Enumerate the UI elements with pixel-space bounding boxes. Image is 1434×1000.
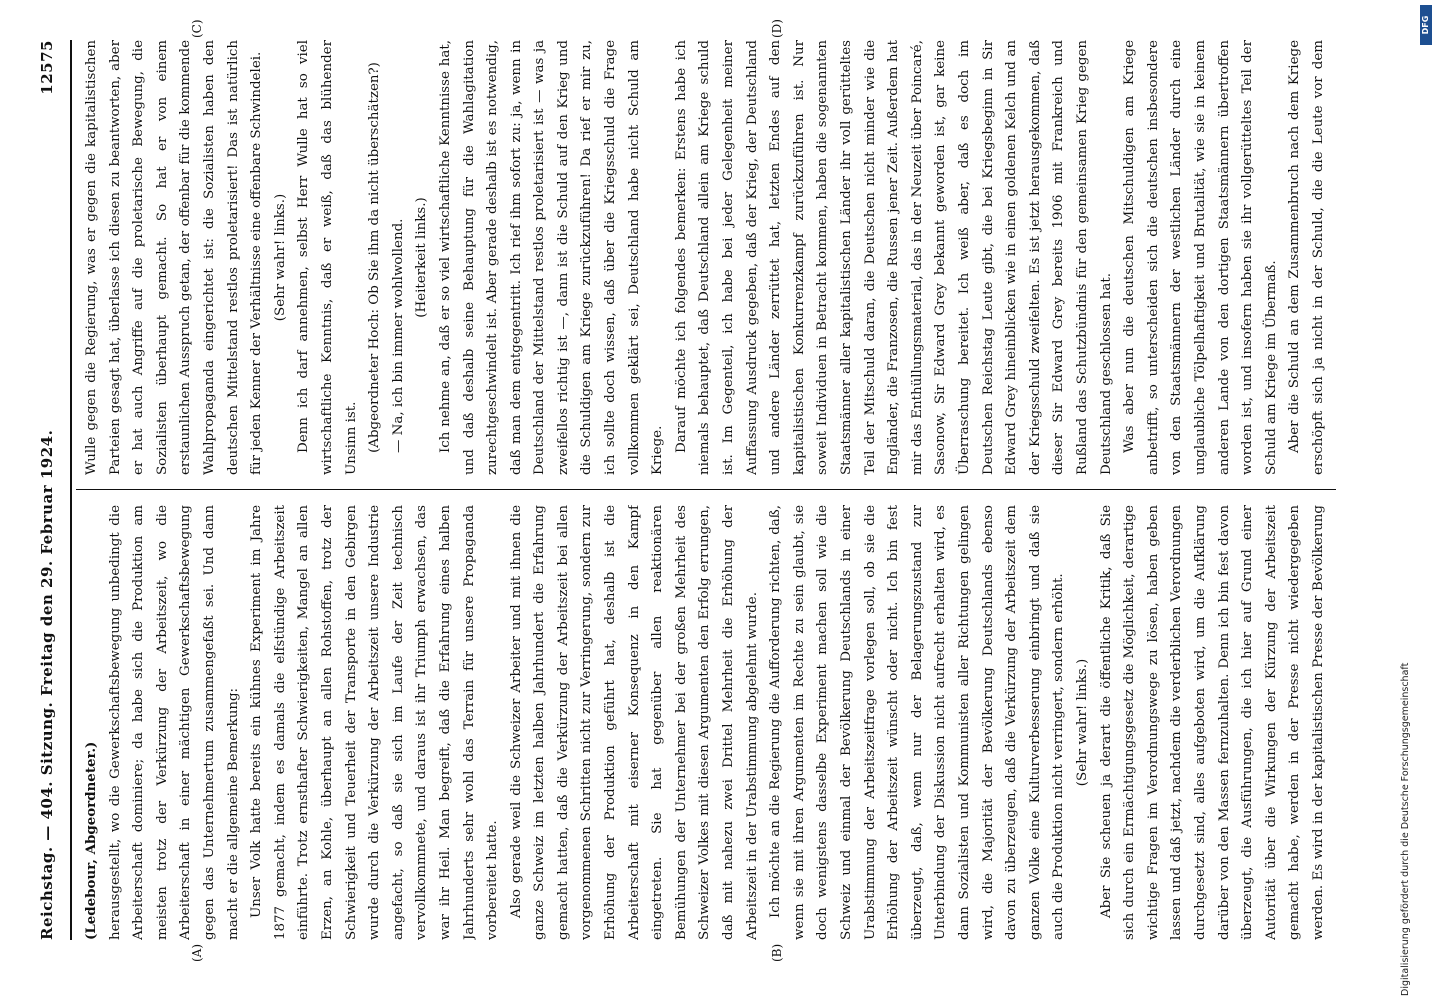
margin-marker-c: (C) [190,19,204,38]
page-number: 12575 [38,40,56,95]
paragraph: Was aber nun die deutschen Mitschuldigen am Kriege anbetrifft, so unterscheiden sich die deutschen insbesondere von den Staatsmännern der westlichen Länder durch eine unglaubliche Tölpelhaftigkeit und Brutalität, wie sie in keinem anderen Lande von den dortigen Staatsmännern übertroffen worden ist, und insofern haben sie ihr vollgerütteltes Teil der Schuld am Kriege im Übermaß. [1122,40,1279,475]
paragraph: Aber Sie scheuen ja derart die öffentliche Kritik, daß Sie sich durch ein Ermächtigungsgesetz die Möglichkeit, derartige wichtige Fragen im Verordnungswege zu lösen, haben geben lassen und daß jetzt, nachdem die verderblichen Verordnungen durchgesetzt sind, alles aufgeboten wird, um die Aufklärung darüber von den Massen fernzuhalten. Denn ich bin fest davon überzeugt, die Ausführungen, die ich hier auf Grund einer Autorität über die Wirkungen der Kürzung der Arbeitszeit gemacht habe, werden in der Presse nicht wiedergegeben werden. Es wird in der kapitalistischen Presse der Bevölkerung [1098,505,1326,940]
speaker-line: (Ledebour, Abgeordneter.) [83,741,99,940]
paragraph: — Na, ich bin immer wohlwollend. [390,218,406,453]
interjection: (Heiterkeit links.) [414,197,430,318]
margin-marker-d: (D) [770,19,784,38]
paragraph: Wulle gegen die Regierung, was er gegen die kapitalistischen Parteien gesagt hat, überlasse ich diesen zu beantworten, aber er hat auch Angriffe auf die proletarische Bewegung, die Sozialisten überhaupt gemacht. So hat er von einem erstaunlichen Ausspruch getan, der offenbar für die kommende Wahlpropaganda eingerichtet ist: die Sozialisten haben den deutschen Mittelstand restlos proletarisiert! Das ist natürlich für jeden Kenner der Verhältnisse eine offenbare Schwindelei. [84,40,265,475]
paragraph: Ich möchte an die Regierung die Aufforderung richten, daß, wenn sie mit ihren Argumenten im Rechte zu sein glaubt, sie doch wenigstens dasselbe Experiment machen soll wie die Schweiz und einmal der Bevölkerung Deutschlands in einer Urabstimmung der Arbeitszeitfrage vorlegen soll, ob sie die Erhöhung der Arbeitszeit wünscht oder nicht. Ich bin fest überzeugt, daß, wenn nur der Belagerungszustand zur Unterbindung der Diskussion nicht aufrecht erhalten wird, es dann Sozialisten und Kommunisten aller Richtungen gelingen wird, die Majorität der Bevölkerung Deutschlands ebenso davon zu überzeugen, daß die Verkürzung der Arbeitszeit dem ganzen Volke eine Kulturverbesserung einbringt und daß sie auch die Produktion nicht verringert, sondern erhöht. [768,505,1067,940]
interjection: (Sehr wahr! links.) [272,193,288,322]
quotation: Unser Volk hatte bereits ein kühnes Experiment im Jahre 1877 gemacht, indem es damals die elfstündige Arbeitszeit einführte. Trotz ernsthafter Schwierigkeiten, Mangel an allen Erzen, an Kohle, überhaupt an allen Rohstoffen, trotz der Schwierigkeit und Teuerheit der Transporte in den Gebirgen wurde durch die Verkürzung der Arbeitszeit unsere Industrie angefacht, so daß sie sich im Laufe der Zeit technisch vervollkommnete, und daraus ist ihr Triumph erwachsen, das war ihr Heil. Man begreift, daß die Erfahrung eines halben Jahrhunderts sehr wohl das Terrain für unsere Propaganda vorbereitet hatte. [249,505,501,940]
paragraph: herausgestellt, wo die Gewerkschaftsbewegung unbedingt die Arbeiterschaft dominiere; da habe sich die Produktion am meisten trotz der Verkürzung der Arbeitszeit, wo die Arbeiterschaft in einer mächtigen Gewerkschaftsbewegung gegen das Unternehmertum zusammengefaßt sei. Und dann macht er die allgemeine Bemerkung: [107,505,241,940]
text-column-right [80,40,1330,475]
page-header [38,40,68,940]
margin-marker-b: (B) [770,943,784,962]
margin-marker-a: (A) [190,943,204,962]
column-divider [76,489,1336,490]
interjection: (Sehr wahr! links.) [1074,658,1090,787]
header-rule [70,40,72,940]
paragraph: Also gerade weil die Schweizer Arbeiter und mit ihnen die ganze Schweiz im letzten halben Jahrhundert die Erfahrung gemacht hatten, daß die Verkürzung der Arbeitszeit bei allen vorgenommenen Schritten nicht zur Verringerung, sondern zur Erhöhung der Produktion geführt hat, deshalb ist die Arbeiterschaft mit eiserner Konsequenz in den Kampf eingetreten. Sie hat gegenüber allen reaktionären Bemühungen der Unternehmer bei der großen Mehrheit des Schweizer Volkes mit diesen Argumenten den Erfolg errungen, daß mit nahezu zwei Drittel Mehrheit die Erhöhung der Arbeitszeit in der Urabstimmung abgelehnt wurde. [508,505,760,940]
dfg-logo: DFG [1420,5,1432,45]
paragraph: Aber die Schuld an dem Zusammenbruch nach dem Kriege erschöpft sich ja nicht in der Schuld, die die Leute vor dem [1287,40,1326,475]
interjection: (Abgeordneter Hoch: Ob Sie ihm da nicht überschätzen?) [367,62,383,453]
header-title: Reichstag. — 404. Sitzung. Freitag den 29. Februar 1924. [38,429,56,940]
text-column-left [80,505,1330,940]
paragraph: Denn ich darf annehmen, selbst Herr Wulle hat so viel wirtschaftliche Kenntnis, daß er weiß, daß das blühender Unsinn ist. [296,40,359,475]
paragraph: Ich nehme an, daß er so viel wirtschaftliche Kenntnisse hat, und daß deshalb seine Behauptung für die Wahlagitation zurechtgeschwindelt ist. Aber gerade deshalb ist es notwendig, daß man dem entgegentritt. Ich rief ihm sofort zu: ja, wenn in Deutschland der Mittelstand restlos proletarisiert ist — was ja zweifellos richtig ist —, dann ist die Schuld auf den Krieg und die Schuldigen am Kriege zurückzuführen! Da rief er mir zu, ich sollte doch wissen, daß über die Kriegsschuld die Frage vollkommen geklärt sei, Deutschland habe nicht Schuld am Kriege. [437,40,666,475]
paragraph: Darauf möchte ich folgendes bemerken: Erstens habe ich niemals behauptet, daß Deutschland allein am Kriege schuld ist. Im Gegenteil, ich habe bei jeder Gelegenheit meiner Auffassung Ausdruck gegeben, daß der Krieg, der Deutschland und andere Länder zerrüttet hat, letzten Endes auf den kapitalistischen Konkurrenzkampf zurückzuführen ist. Nur soweit Individuen in Betracht kommen, haben die sogenannten Staatsmänner aller kapitalistischen Länder ihr voll gerütteltes Teil der Mitschuld daran, die Deutschen nicht minder wie die Engländer, die Franzosen, die Russen jener Zeit. Außerdem hat mir das Enthüllungsmaterial, das in der Neuzeit über Poincaré, Sasonow, Sir Edward Grey bekannt geworden ist, gar keine Überraschung bereitet. Ich weiß aber, daß es doch im Deutschen Reichstag Leute gibt, die bei Kriegsbeginn in Sir Edward Grey hineinblicken wie in einen goldenen Kelch und an der Kriegsschuld zweifelten. Es ist jetzt herausgekommen, daß dieser Sir Edward Grey bereits 1906 mit Frankreich und Rußland das Schutzbündnis für den gemeinsamen Krieg gegen Deutschland geschlossen hat. [673,40,1114,475]
digitization-note: Digitalisierung gefördert durch die Deutsche Forschungsgemeinschaft [1400,662,1411,996]
